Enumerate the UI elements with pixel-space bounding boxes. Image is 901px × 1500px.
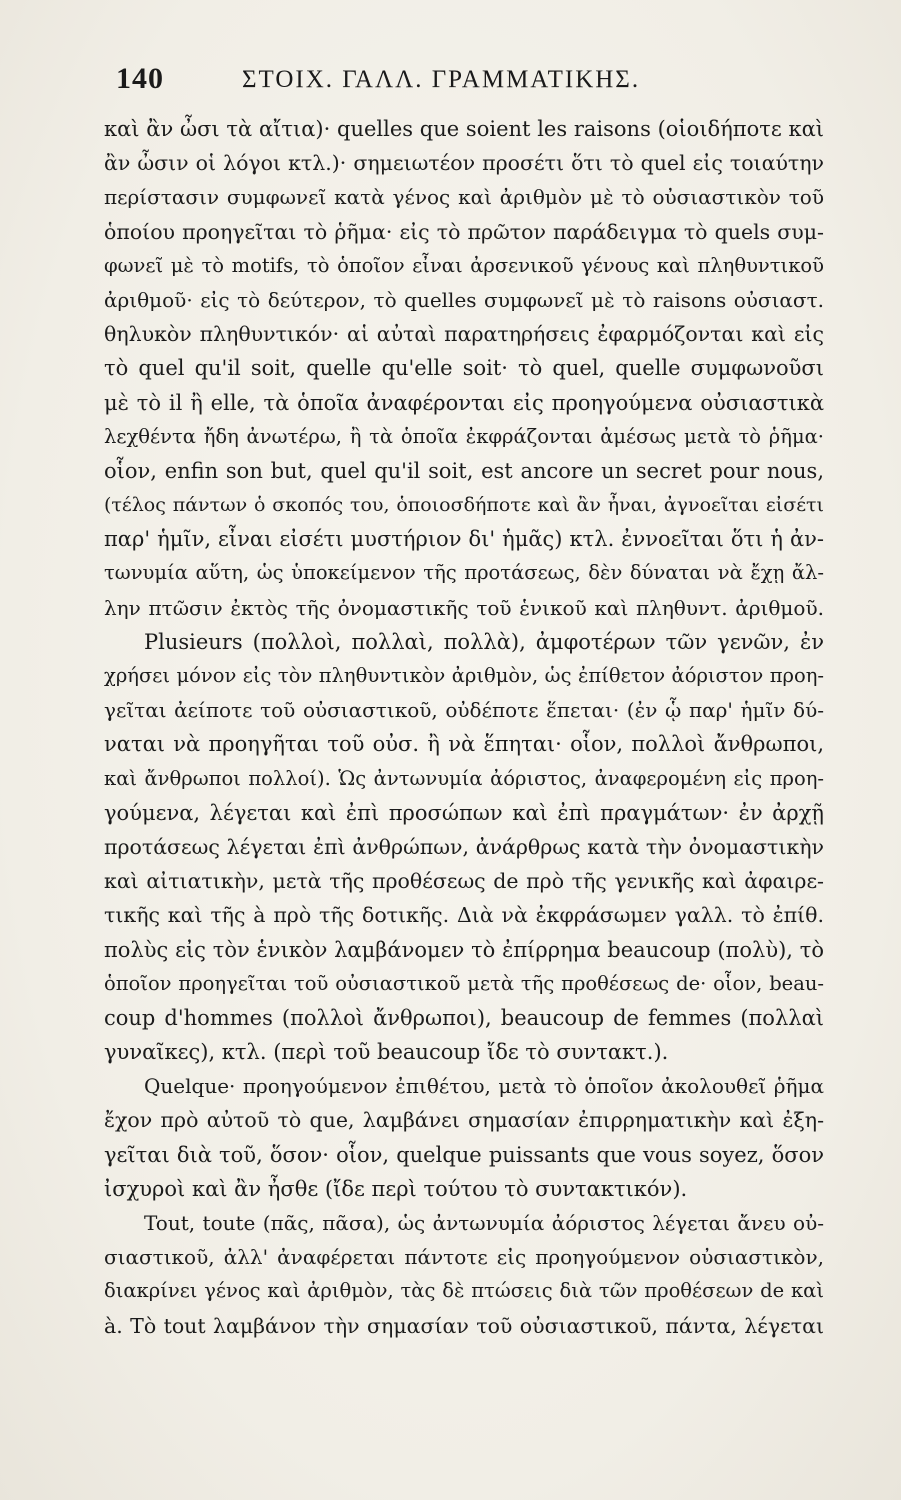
- text-line: ναται νὰ προηγῆται τοῦ οὐσ. ἢ νὰ ἕπηται· οἷον, πολλοὶ ἄνθρωποι,: [104, 732, 824, 757]
- text-line: ἰσχυροὶ καὶ ἂν ἦσθε (ἴδε περὶ τούτου τὸ συντακτικόν).: [104, 1176, 688, 1201]
- text-line: ἂν ὦσιν οἱ λόγοι κτλ.)· σημειωτέον προσέτι ὅτι τὸ quel εἰς τοιαύτην: [104, 151, 824, 176]
- text-line: λεχθέντα ἤδη ἀνωτέρω, ἢ τὰ ὁποῖα ἐκφράζονται ἀμέσως μετὰ τὸ ῥῆμα·: [104, 424, 824, 448]
- text-line: τὸ quel qu'il soit, quelle qu'elle soit· τὸ quel, quelle συμφωνοῦσι: [104, 356, 824, 381]
- text-line: διακρίνει γένος καὶ ἀριθμὸν, τὰς δὲ πτώσεις διὰ τῶν προθέσεων de καὶ: [104, 1279, 824, 1303]
- text-line: (τέλος πάντων ὁ σκοπός του, ὁποιοσδήποτε καὶ ἂν ἦναι, ἀγνοεῖται εἰσέτι: [104, 494, 824, 517]
- text-line: Quelque· προηγούμενον ἐπιθέτου, μετὰ τὸ ὁποῖον ἀκολουθεῖ ῥῆμα: [144, 1074, 824, 1099]
- text-line: ἀριθμοῦ· εἰς τὸ δεύτερον, τὸ quelles συμφωνεῖ μὲ τὸ raisons οὐσιαστ.: [104, 287, 824, 312]
- text-line: φωνεῖ μὲ τὸ motifs, τὸ ὁποῖον εἶναι ἀρσενικοῦ γένους καὶ πληθυντικοῦ: [104, 253, 824, 277]
- text-line: γεῖται ἀείποτε τοῦ οὐσιαστικοῦ, οὐδέποτε ἕπεται· (ἐν ᾧ παρ' ἡμῖν δύ-: [104, 698, 824, 723]
- text-line: παρ' ἡμῖν, εἶναι εἰσέτι μυστήριον δι' ἡμᾶς) κτλ. ἐννοεῖται ὅτι ἡ ἀν-: [104, 527, 824, 552]
- text-line: γούμενα, λέγεται καὶ ἐπὶ προσώπων καὶ ἐπὶ πραγμάτων· ἐν ἀρχῇ: [104, 800, 824, 825]
- text-line: Plusieurs (πολλοὶ, πολλαὶ, πολλὰ), ἀμφοτέρων τῶν γενῶν, ἐν: [144, 629, 824, 654]
- text-line: θηλυκὸν πληθυντικόν· αἱ αὐταὶ παρατηρήσεις ἐφαρμόζονται καὶ εἰς: [104, 322, 824, 347]
- text-line: σιαστικοῦ, ἀλλ' ἀναφέρεται πάντοτε εἰς προηγούμενον οὐσιαστικὸν,: [104, 1245, 824, 1270]
- text-line: coup d'hommes (πολλοὶ ἄνθρωποι), beaucoup de femmes (πολλαὶ: [104, 1005, 824, 1030]
- body-text: [104, 112, 824, 1343]
- text-line: περίστασιν συμφωνεῖ κατὰ γένος καὶ ἀριθμὸν μὲ τὸ οὐσιαστικὸν τοῦ: [104, 185, 824, 210]
- text-line: πολὺς εἰς τὸν ἑνικὸν λαμβάνομεν τὸ ἐπίρρημα beaucoup (πολὺ), τὸ: [104, 937, 824, 962]
- text-line: καὶ ἂν ὦσι τὰ αἴτια)· quelles que soient les raisons (οἱοιδήποτε καὶ: [104, 117, 824, 141]
- text-line: καὶ αἰτιατικὴν, μετὰ τῆς προθέσεως de πρὸ τῆς γενικῆς καὶ ἀφαιρε-: [104, 869, 824, 894]
- text-line: λην πτῶσιν ἐκτὸς τῆς ὀνομαστικῆς τοῦ ἑνικοῦ καὶ πληθυντ. ἀριθμοῦ.: [104, 595, 824, 620]
- text-line: προτάσεως λέγεται ἐπὶ ἀνθρώπων, ἀνάρθρως κατὰ τὴν ὀνομαστικὴν: [104, 834, 824, 859]
- running-head: ΣΤΟΙΧ. ΓΑΛΛ. ΓΡΑΜΜΑΤΙΚΗΣ.: [242, 66, 641, 93]
- text-line: γυναῖκες), κτλ. (περὶ τοῦ beaucoup ἴδε τὸ συντακτ.).: [104, 1040, 669, 1065]
- text-line: καὶ ἄνθρωποι πολλοί). Ὡς ἀντωνυμία ἀόριστος, ἀναφερομένη εἰς προη-: [104, 766, 824, 790]
- text-line: à. Τὸ tout λαμβάνον τὴν σημασίαν τοῦ οὐσιαστικοῦ, πάντα, λέγεται: [104, 1313, 824, 1338]
- text-line: ἔχον πρὸ αὐτοῦ τὸ que, λαμβάνει σημασίαν ἐπιρρηματικὴν καὶ ἐξη-: [104, 1108, 824, 1133]
- text-line: τικῆς καὶ τῆς à πρὸ τῆς δοτικῆς. Διὰ νὰ ἐκφράσωμεν γαλλ. τὸ ἐπίθ.: [104, 903, 824, 928]
- page-number: 140: [116, 62, 164, 95]
- text-line: τωνυμία αὕτη, ὡς ὑποκείμενον τῆς προτάσεως, δὲν δύναται νὰ ἔχῃ ἄλ-: [104, 561, 824, 585]
- text-line: Tout, toute (πᾶς, πᾶσα), ὡς ἀντωνυμία ἀόριστος λέγεται ἄνευ οὐ-: [144, 1211, 824, 1235]
- text-line: μὲ τὸ il ἢ elle, τὰ ὁποῖα ἀναφέρονται εἰς προηγούμενα οὐσιαστικὰ: [104, 390, 824, 415]
- text-line: χρήσει μόνον εἰς τὸν πληθυντικὸν ἀριθμὸν, ὡς ἐπίθετον ἀόριστον προη-: [104, 664, 824, 687]
- page-header: [82, 62, 822, 102]
- text-line: γεῖται διὰ τοῦ, ὅσον· οἷον, quelque puissants que vous soyez, ὅσον: [104, 1142, 824, 1167]
- text-line: οἷον, enfin son but, quel qu'il soit, est ancore un secret pour nous,: [104, 458, 824, 483]
- text-line: ὁποῖον προηγεῖται τοῦ οὐσιαστικοῦ μετὰ τῆς προθέσεως de· οἷον, beau-: [104, 971, 824, 995]
- text-line: ὁποίου προηγεῖται τὸ ῥῆμα· εἰς τὸ πρῶτον παράδειγμα τὸ quels συμ-: [104, 219, 824, 244]
